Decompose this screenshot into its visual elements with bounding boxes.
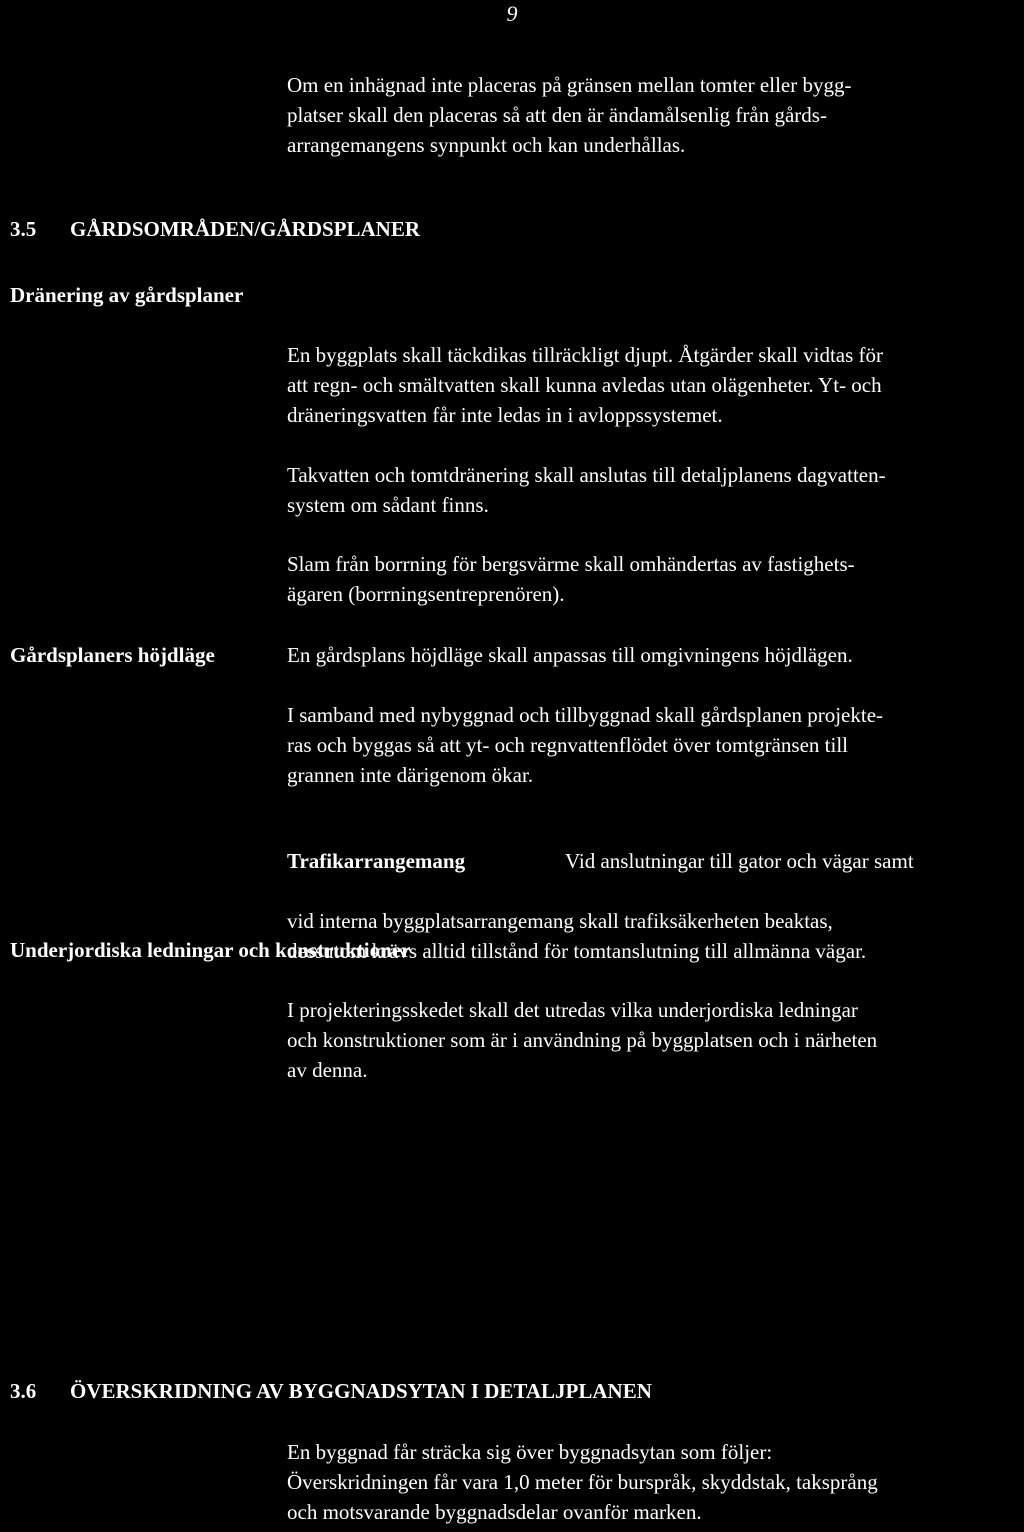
trafik-heading: Trafikarrangemang [287,849,466,873]
section-number: 3.6 [10,1379,37,1403]
section-3-6-paragraph: En byggnad får sträcka sig över byggnadsytan som följer: Överskridningen får vara 1,0 meter för burspråk, skyddstak, taksprång och motsvarande byggnadsdelar ovanför marken. [287,1440,878,1524]
underjordiska-heading: Underjordiska ledningar och konstruktioner [10,938,411,962]
hojdlage-paragraph-1: En gårdsplans höjdläge skall anpassas till omgivningens höjdlägen. [287,643,853,667]
trafik-first-line [287,846,1007,876]
section-title: ÖVERSKRIDNING AV BYGGNADSYTAN I DETALJPLANEN [70,1379,652,1403]
dranering-paragraph-1: En byggplats skall täckdikas tillräckligt djupt. Åtgärder skall vidtas för att regn- och smältvatten skall kunna avledas utan olägenheter. Yt- och dräneringsvatten får inte ledas in i avloppssystemet. [287,343,884,427]
intro-paragraph: Om en inhägnad inte placeras på gränsen mellan tomter eller bygg- platser skall den placeras så att den är ändamålsenlig från gårds- arrangemangens synpunkt och kan underhållas. [287,73,852,157]
section-number: 3.5 [10,217,37,241]
dranering-paragraph-2: Takvatten och tomtdränering skall anslutas till detaljplanens dagvatten- system om sådant finns. [287,463,886,517]
hojdlage-paragraph-2: I samband med nybyggnad och tillbyggnad skall gårdsplanen projekte- ras och byggas så att yt- och regnvattenflödet över tomtgränsen till grannen inte därigenom ökar. [287,703,884,787]
hojdlage-heading: Gårdsplaners höjdläge [10,643,215,667]
section-3-6-heading [10,1376,1010,1406]
dranering-heading: Dränering av gårdsplaner [10,283,244,307]
underjordiska-paragraph: I projekteringsskedet skall det utredas vilka underjordiska ledningar och konstruktioner som är i användning på byggplatsen och i närheten av denna. [287,998,878,1082]
trafik-rest: vid interna byggplatsarrangemang skall trafiksäkerheten beaktas, dessutom krävs alltid tillstånd för tomtanslutning till allmänna vägar. [287,909,867,963]
section-title: GÅRDSOMRÅDEN/GÅRDSPLANER [70,217,421,241]
trafik-block [287,816,1007,996]
page-number: 9 [506,1,518,26]
trafik-first-text: Vid anslutningar till gator och vägar samt [565,849,914,873]
dranering-paragraph-3: Slam från borrning för bergsvärme skall omhändertas av fastighets- ägaren (borrningsentreprenören). [287,552,855,606]
section-3-5-heading [10,214,710,244]
